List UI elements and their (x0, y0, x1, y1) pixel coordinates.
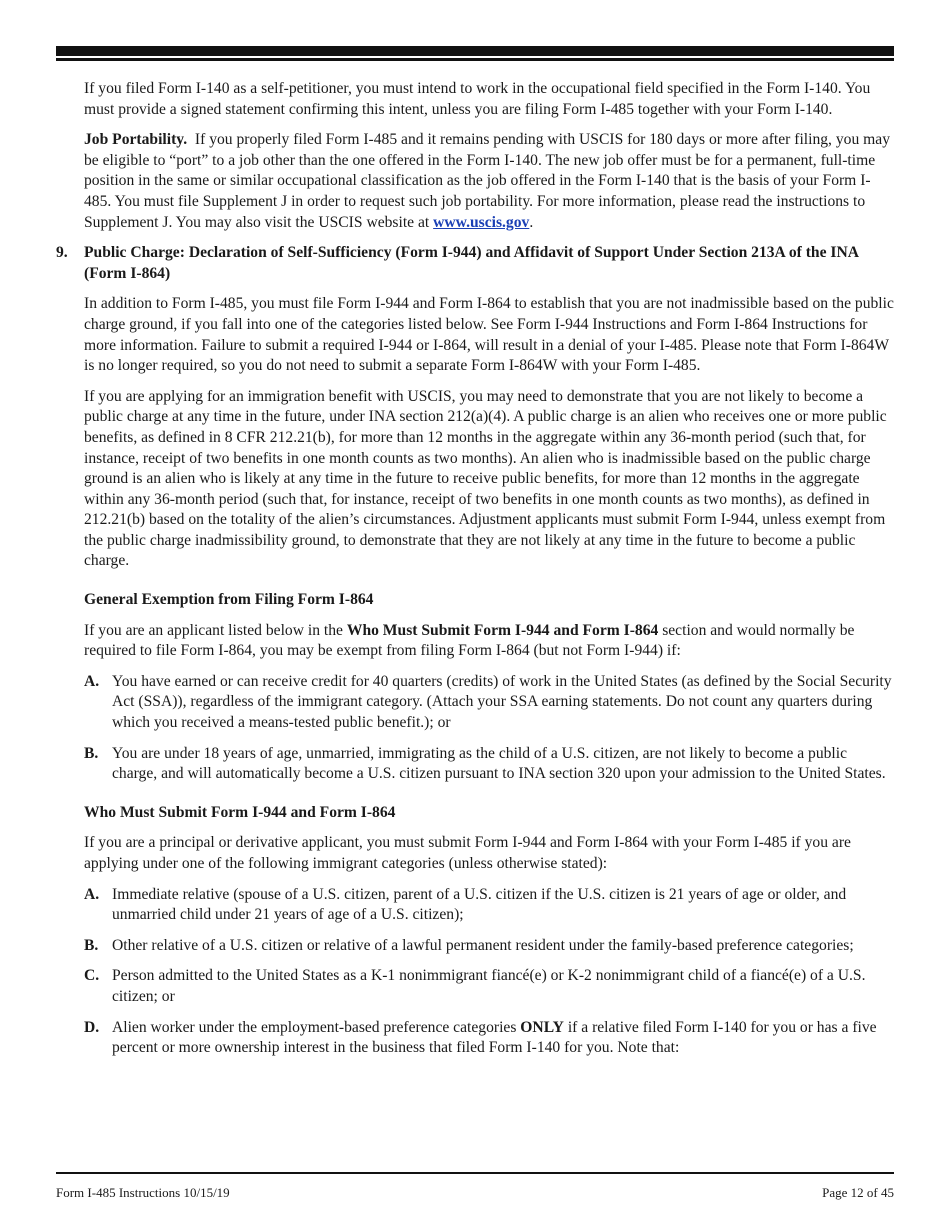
job-portability-heading: Job Portability. (84, 131, 188, 149)
list-letter: A. (84, 672, 100, 690)
list-letter: D. (84, 1018, 100, 1036)
exemption-heading: General Exemption from Filing Form I-864 (84, 591, 374, 609)
job-portability-end: . (529, 213, 534, 231)
list-text: Other relative of a U.S. citizen or relative of a lawful permanent resident under the family-based preference categories; (112, 936, 854, 954)
exemption-intro-bold: Who Must Submit Form I-944 and Form I-864 (346, 621, 659, 639)
page-footer (56, 1183, 894, 1204)
list-letter: A. (84, 885, 100, 903)
job-portability-text: If you properly filed Form I-485 and it remains pending with USCIS for 180 days or more after filing, you may be eligible to “port” to a job other than the one offered in the Form I-140. The new job offer must be for a permanent, full-time position in the same or similar occupational classification as the job offered in the Form I-140 that is the basis of your Form I-485. You must file Supplement J in order to request such job portability. For more information, please read the instructions to Supplement J. You may also visit the USCIS website at (84, 131, 890, 231)
list-text: Person admitted to the United States as a K-1 nonimmigrant fiancé(e) or K-2 nonimmigrant child of a fiancé(e) of a U.S. citizen; or (112, 967, 866, 1005)
section-number: 9. (56, 244, 68, 262)
list-item (84, 885, 894, 926)
who-must-intro: If you are a principal or derivative applicant, you must submit Form I-944 and Form I-864 with your Form I-485 if you are applying under one of the following immigrant categories (unless otherwise stated): (84, 834, 851, 872)
list-text: You have earned or can receive credit for 40 quarters (credits) of work in the United States (as defined by the Social Security Act (SSA)), regardless of the immigrant category. (Attach your SSA earning statements. Do not count any quarters during which you received a means-tested public benefit.); or (112, 672, 892, 732)
who-must-heading: Who Must Submit Form I-944 and Form I-864 (84, 803, 396, 821)
public-charge-paragraph-2: If you are applying for an immigration benefit with USCIS, you may need to demonstrate that you are not likely to become a public charge at any time in the future, under INA section 212(a)(4). A public charge is an alien who receives one or more public benefits, as defined in 8 CFR 212.21(b), for more than 12 months in the aggregate within any 36-month period (such that, for instance, receipt of two benefits in one month counts as two months). An alien who is inadmissible based on the public charge ground is an alien who is likely at any time in the future to receive public benefits, for more than 12 months in the aggregate within any 36-month period (such that, for instance, receipt of two benefits in one month counts as two months), as defined in 212.21(b) based on the totality of the alien’s circumstances. Adjustment applicants must submit Form I-944, unless exempt from the public charge inadmissibility ground, to demonstrate that they are not likely at any time in the future to become a public charge. (84, 387, 887, 570)
list-item (84, 744, 894, 785)
list-letter: C. (84, 967, 100, 985)
job-portability-paragraph (84, 130, 894, 233)
intro-paragraph: If you filed Form I-140 as a self-petitioner, you must intend to work in the occupational field specified in the Form I-140. You must provide a signed statement confirming this intent, unless you are filing Form I-485 together with your Form I-140. (84, 80, 871, 118)
list-text: You are under 18 years of age, unmarried, immigrating as the child of a U.S. citizen, are not likely to become a public charge, and will automatically become a U.S. citizen pursuant to INA section 320 upon your admission to the United States. (112, 744, 886, 783)
header-rule-thick (56, 46, 894, 56)
header-rule-thin (56, 58, 894, 61)
item-d-text-a: Alien worker under the employment-based preference categories (112, 1018, 521, 1036)
section-title: Public Charge: Declaration of Self-Sufficiency (Form I-944) and Affidavit of Support Under Section 213A of the INA (Form I-864) (84, 244, 859, 282)
footer-page-number: Page 12 of 45 (822, 1185, 894, 1200)
exemption-intro-text-b: section and would normally be required to file Form I-864, you may be exempt from filing Form I-864 (but not Form I-944) if: (84, 621, 855, 660)
list-item (84, 1018, 894, 1059)
footer-form-label: Form I-485 Instructions 10/15/19 (56, 1185, 230, 1200)
list-item (84, 936, 894, 957)
list-text: Immediate relative (spouse of a U.S. citizen, parent of a U.S. citizen if the U.S. citizen is 21 years of age or older, and unmarried child under 21 years of age of a U.S. citizen); (112, 885, 847, 924)
list-letter: B. (84, 936, 99, 954)
exemption-intro (84, 621, 894, 662)
exemption-intro-text-a: If you are an applicant listed below in the (84, 621, 347, 639)
public-charge-paragraph-1: In addition to Form I-485, you must file Form I-944 and Form I-864 to establish that you are not inadmissible based on the public charge ground, if you fall into one of the categories listed below. See Form I-944 Instructions and Form I-864 Instructions for more information. Failure to submit a required I-944 or I-864, will result in a denial of your I-485. Please note that Form I-864W is no longer required, so you do not need to submit a separate Form I-864W with your Form I-485. (84, 295, 894, 375)
list-item (84, 672, 894, 734)
list-item (84, 966, 894, 1007)
item-d-bold: ONLY (520, 1018, 564, 1036)
uscis-website-link[interactable]: www.uscis.gov (433, 213, 530, 231)
footer-rule (56, 1172, 894, 1174)
section-9-heading (56, 243, 894, 284)
list-letter: B. (84, 744, 99, 762)
page-content (56, 79, 894, 1069)
item-d-text-b: if a relative filed Form I-140 for you or has a five percent or more ownership interest in the business that filed Form I-140 for you. Note that: (112, 1018, 877, 1057)
list-text (112, 1018, 894, 1059)
